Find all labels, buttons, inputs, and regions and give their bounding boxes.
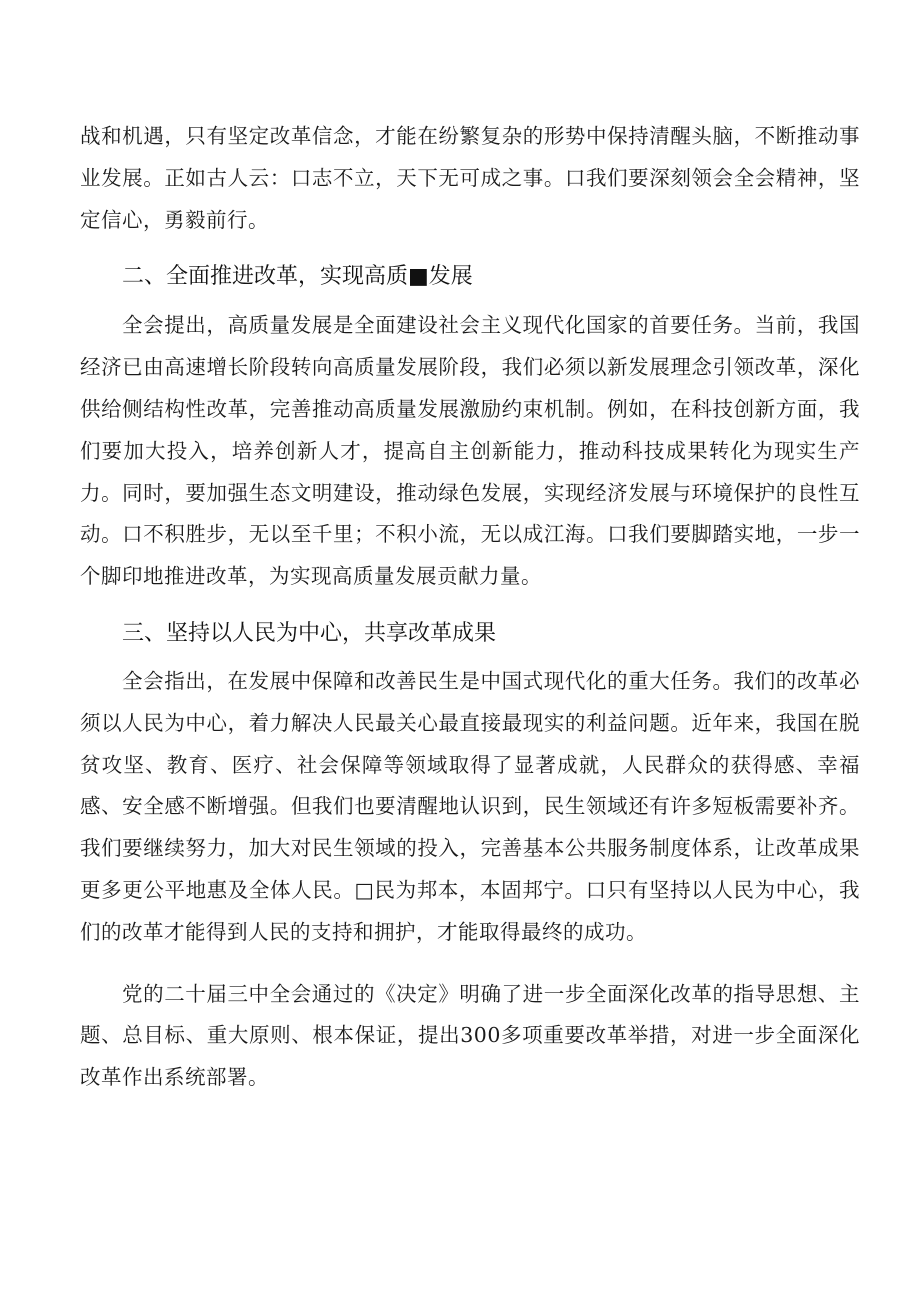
document-body: [80, 116, 860, 1099]
section-heading-2: 二、全面推进改革，实现高质■发展: [122, 264, 473, 290]
paragraph-decision-summary: 党的二十届三中全会通过的《决定》明确了进一步全面深化改革的指导思想、主题、总目标、重大原则、根本保证，提出300多项重要改革举措，对进一步全面深化改革作出系统部署。: [80, 981, 860, 1090]
paragraph-high-quality-development: 全会提出，高质量发展是全面建设社会主义现代化国家的首要任务。当前，我国经济已由高速增长阶段转向高质量发展阶段，我们必须以新发展理念引领改革，深化供给侧结构性改革，完善推动高质量发展激励约束机制。例如，在科技创新方面，我们要加大投入，培养创新人才，提高自主创新能力，推动科技成果转化为现实生产力。同时，要加强生态文明建设，推动绿色发展，实现经济发展与环境保护的良性互动。口不积胜步，无以至千里；不积小流，无以成江海。口我们要脚踏实地，一步一个脚印地推进改革，为实现高质量发展贡献力量。: [80, 313, 860, 589]
paragraph-continuation: 战和机遇，只有坚定改革信念，才能在纷繁复杂的形势中保持清醒头脑，不断推动事业发展。正如古人云：口志不立，天下无可成之事。口我们要深刻领会全会精神，坚定信心，勇毅前行。: [80, 124, 860, 232]
paragraph-people-centered: 全会指出，在发展中保障和改善民生是中国式现代化的重大任务。我们的改革必须以人民为中心，着力解决人民最关心最直接最现实的利益问题。近年来，我国在脱贫攻坚、教育、医疗、社会保障等领域取得了显著成就，人民群众的获得感、幸福感、安全感不断增强。但我们也要清醒地认识到，民生领域还有许多短板需要补齐。我们要继续努力，加大对民生领域的投入，完善基本公共服务制度体系，让改革成果更多更公平地惠及全体人民。□民为邦本，本固邦宁。口只有坚持以人民为中心，我们的改革才能得到人民的支持和拥护，才能取得最终的成功。: [80, 668, 860, 944]
section-heading-3: 三、坚持以人民为中心，共享改革成果: [122, 620, 497, 646]
